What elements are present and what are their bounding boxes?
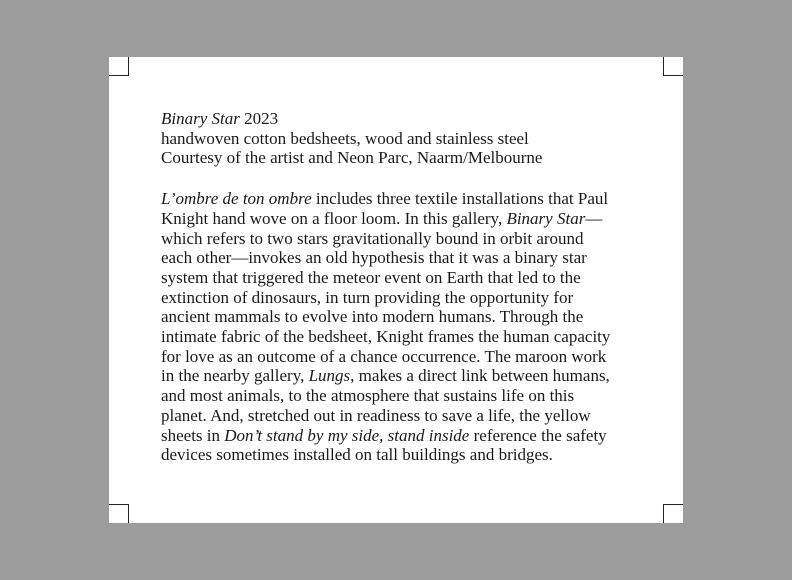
crop-mark-top-right-h: [664, 75, 683, 76]
crop-mark-top-left-h: [109, 75, 128, 76]
body-line: [161, 209, 641, 229]
body-line: which refers to two stars gravitationally bound in orbit around: [161, 228, 584, 248]
work-title-lungs: Lungs: [308, 366, 351, 386]
crop-mark-bottom-left-h: [109, 504, 128, 505]
body-line: [161, 426, 641, 446]
exhibition-title: L’ombre de ton ombre: [161, 189, 312, 209]
body-line: ancient mammals to evolve into modern humans. Through the: [161, 307, 584, 327]
body-text: —: [585, 208, 603, 228]
body-line: devices sometimes installed on tall buildings and bridges.: [161, 445, 553, 465]
crop-mark-bottom-right-h: [664, 504, 683, 505]
paragraph-gap: [161, 168, 641, 189]
body-text: , makes a direct link between humans,: [350, 366, 610, 386]
body-line: intimate fabric of the bedsheet, Knight frames the human capacity: [161, 327, 611, 347]
work-title-binary-star: Binary Star: [506, 208, 586, 228]
work-title-dont-stand: Don’t stand by my side, stand inside: [224, 425, 470, 445]
body-line: for love as an outcome of a chance occurrence. The maroon work: [161, 346, 607, 366]
artwork-title-line: [161, 109, 641, 129]
artwork-medium: handwoven cotton bedsheets, wood and stainless steel: [161, 128, 529, 148]
crop-mark-top-right-v: [663, 57, 664, 76]
artwork-title: Binary Star: [161, 109, 240, 128]
artwork-credit: Courtesy of the artist and Neon Parc, Naarm/Melbourne: [161, 148, 543, 168]
body-text: reference the safety: [469, 425, 607, 445]
body-line: extinction of dinosaurs, in turn providing the opportunity for: [161, 287, 574, 307]
body-text: in the nearby gallery,: [161, 366, 309, 386]
artwork-year: 2023: [244, 109, 279, 128]
body-line: [161, 366, 641, 386]
crop-mark-top-left-v: [128, 57, 129, 76]
crop-mark-bottom-right-v: [663, 504, 664, 523]
body-text: includes three textile installations that Paul: [311, 189, 609, 209]
body-line: system that triggered the meteor event on Earth that led to the: [161, 267, 581, 287]
text-block: [161, 109, 641, 465]
body-line: [161, 189, 641, 209]
document-page: [109, 57, 683, 523]
body-line: planet. And, stretched out in readiness to save a life, the yellow: [161, 405, 591, 425]
body-line: each other—invokes an old hypothesis that it was a binary star: [161, 248, 587, 268]
body-paragraph: [161, 189, 641, 465]
body-text: Knight hand wove on a floor loom. In this gallery,: [161, 208, 507, 228]
body-text: sheets in: [161, 425, 225, 445]
crop-mark-bottom-left-v: [128, 504, 129, 523]
body-line: and most animals, to the atmosphere that sustains life on this: [161, 386, 575, 406]
